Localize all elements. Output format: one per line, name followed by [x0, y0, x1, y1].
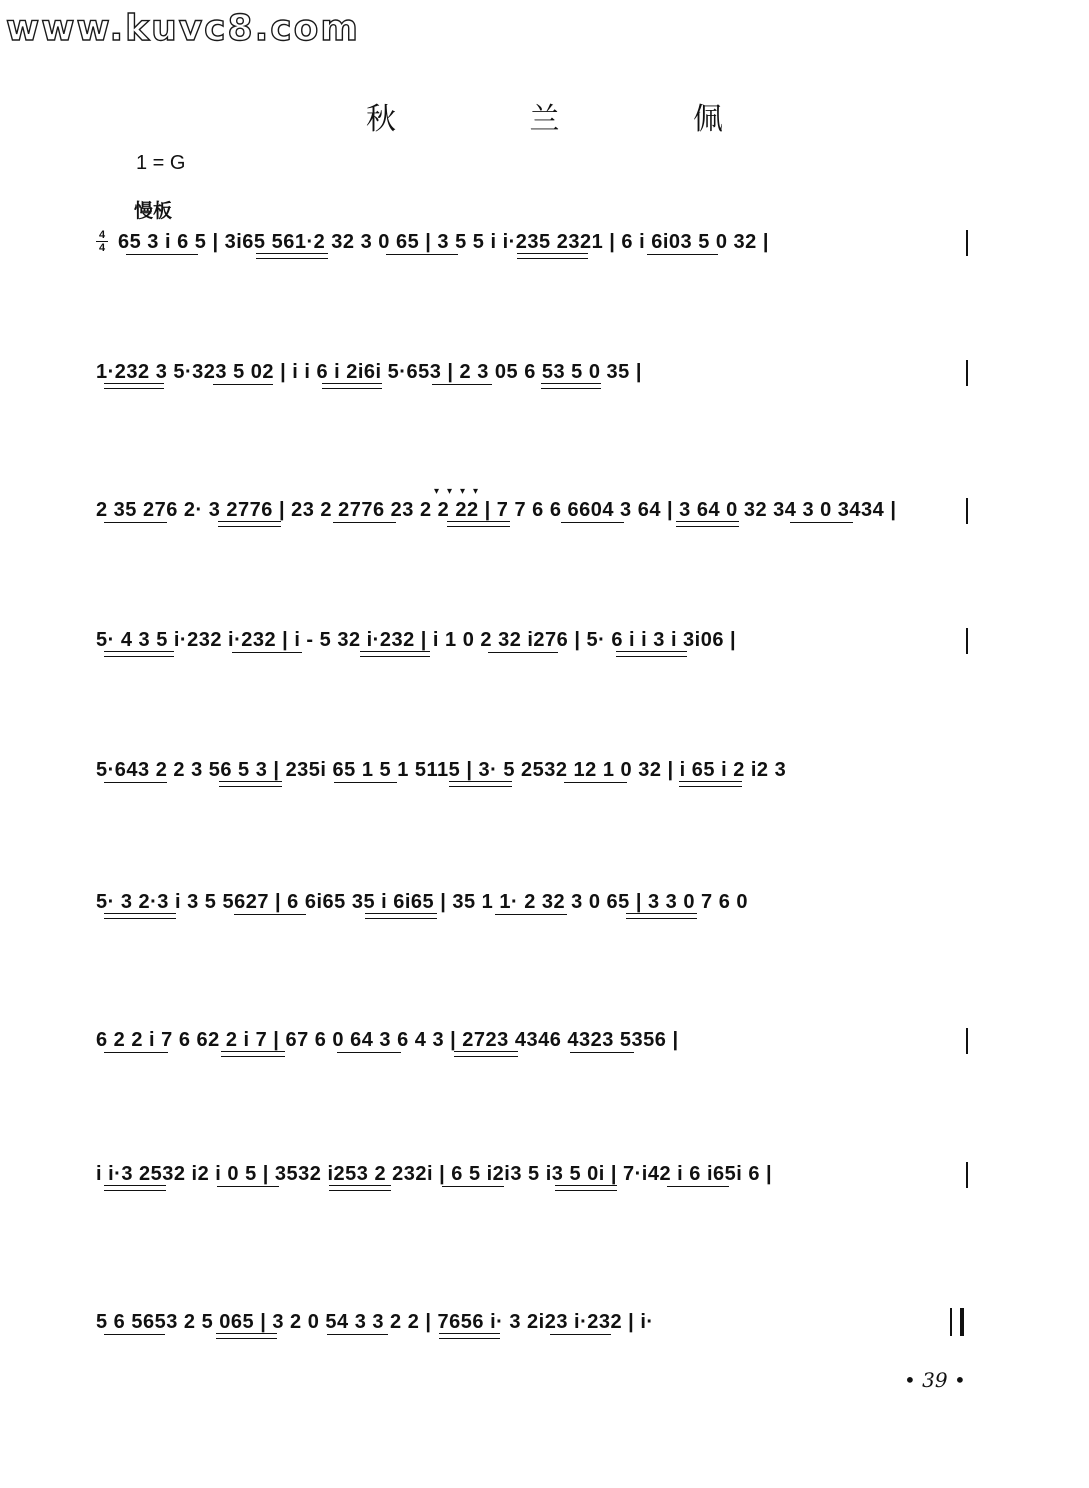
- beam-underline: [550, 1334, 611, 1339]
- beam-underline: [570, 1052, 634, 1057]
- beam-underline: [626, 913, 698, 919]
- beam-underline: [104, 383, 164, 389]
- key-signature: 1 = G: [136, 152, 186, 174]
- notation-text: 65 3 i 6 5 | 3i65 561·2 32 3 0 65 | 3 5 5 i i·235 2321 | 6 i 6i03 5 0 32 |: [118, 231, 769, 253]
- beam-underline: [561, 522, 624, 527]
- notation-line-7: [96, 1022, 968, 1062]
- notation-text: 1·232 3 5·323 5 02 | i i 6 i 2i6i 5·653 | 2 3 05 6 53 5 0 35 |: [96, 361, 642, 383]
- notation-text: 2 35 276 2· 3 2776 | 23 2 2776 23 2 2 22 | 7 7 6 6 6604 3 64 | 3 64 0 32 34 3 0 3434 |: [96, 499, 897, 521]
- beam-underline: [104, 1185, 166, 1191]
- barline: [966, 230, 968, 256]
- beam-underline: [442, 1186, 504, 1191]
- barline: [966, 1162, 968, 1188]
- beam-underline: [517, 253, 589, 259]
- notation-text: 5· 4 3 5 i·232 i·232 | i - 5 32 i·232 | i 1 0 2 32 i276 | 5· 6 i i 3 i 3i06 |: [96, 629, 737, 651]
- notation-line-2: [96, 354, 968, 394]
- watermark: www.kuvc8.com: [6, 8, 360, 49]
- beam-underline: [488, 652, 558, 657]
- notation-line-5: [96, 752, 968, 792]
- beam-underline: [616, 651, 686, 657]
- beam-underline: [365, 913, 437, 919]
- beam-underline: [679, 781, 742, 787]
- beam-underline: [104, 913, 176, 919]
- beam-underline: [104, 522, 167, 527]
- barline: [966, 1028, 968, 1054]
- notation-text: i i·3 2532 i2 i 0 5 | 3532 i253 2 232i | 6 5 i2i3 5 i3 5 0i | 7·i42 i 6 i65i 6 |: [96, 1163, 773, 1185]
- beam-underline: [104, 1052, 168, 1057]
- beam-underline: [334, 782, 397, 787]
- beam-underline: [541, 383, 601, 389]
- beam-underline: [386, 254, 458, 259]
- notation-line-3: [96, 492, 968, 532]
- notation-line-1: [96, 224, 968, 264]
- time-signature-top: 4: [98, 229, 106, 241]
- notation-text: 5· 3 2·3 i 3 5 5627 | 6 6i65 35 i 6i65 | 35 1 1· 2 32 3 0 65 | 3 3 0 7 6 0: [96, 891, 749, 913]
- beam-underline: [221, 1051, 285, 1057]
- notation-text: 5 6 5653 2 5 065 | 3 2 0 54 3 3 2 2 | 7656 i· 3 2i23 i·232 | i·: [96, 1311, 654, 1333]
- beam-underline: [217, 1186, 279, 1191]
- beam-underline: [564, 782, 627, 787]
- beam-underline: [219, 781, 282, 787]
- notation-line-9: [96, 1304, 968, 1344]
- beam-underline: [667, 1186, 729, 1191]
- notation-text: 6 2 2 i 7 6 62 2 i 7 | 67 6 0 64 3 6 4 3 | 2723 4346 4323 5356 |: [96, 1029, 679, 1051]
- notation-line-6: [96, 884, 968, 924]
- beam-underline: [329, 1185, 391, 1191]
- barline: [966, 498, 968, 524]
- accent-marks: ▾▾▾▾: [434, 486, 487, 497]
- beam-underline: [449, 781, 512, 787]
- barline: [966, 360, 968, 386]
- beam-underline: [454, 1051, 518, 1057]
- beam-underline: [213, 384, 273, 389]
- final-barline: [950, 1308, 964, 1336]
- beam-underline: [447, 521, 510, 527]
- beam-underline: [676, 521, 739, 527]
- time-signature-bottom: 4: [98, 242, 106, 254]
- beam-underline: [322, 383, 382, 389]
- beam-underline: [256, 253, 328, 259]
- beam-underline: [218, 521, 281, 527]
- notation-line-4: [96, 622, 968, 662]
- beam-underline: [439, 1333, 500, 1339]
- beam-underline: [360, 651, 430, 657]
- beam-underline: [495, 914, 567, 919]
- beam-underline: [216, 1333, 277, 1339]
- beam-underline: [104, 651, 174, 657]
- beam-underline: [104, 782, 167, 787]
- beam-underline: [234, 914, 306, 919]
- beam-underline: [126, 254, 198, 259]
- notation-line-8: [96, 1156, 968, 1196]
- barline: [966, 628, 968, 654]
- beam-underline: [327, 1334, 388, 1339]
- beam-underline: [333, 522, 396, 527]
- notation-text: 5·643 2 2 3 56 5 3 | 235i 65 1 5 1 5115 | 3· 5 2532 12 1 0 32 | i 65 i 2 i2 3: [96, 759, 787, 781]
- beam-underline: [232, 652, 302, 657]
- beam-underline: [790, 522, 853, 527]
- beam-underline: [337, 1052, 401, 1057]
- beam-underline: [647, 254, 719, 259]
- beam-underline: [432, 384, 492, 389]
- page-number: • 39 •: [904, 1368, 966, 1392]
- tempo-marking: 慢板: [134, 200, 173, 222]
- beam-underline: [555, 1185, 617, 1191]
- page-title: 秋 兰 佩: [365, 102, 786, 137]
- beam-underline: [104, 1334, 165, 1339]
